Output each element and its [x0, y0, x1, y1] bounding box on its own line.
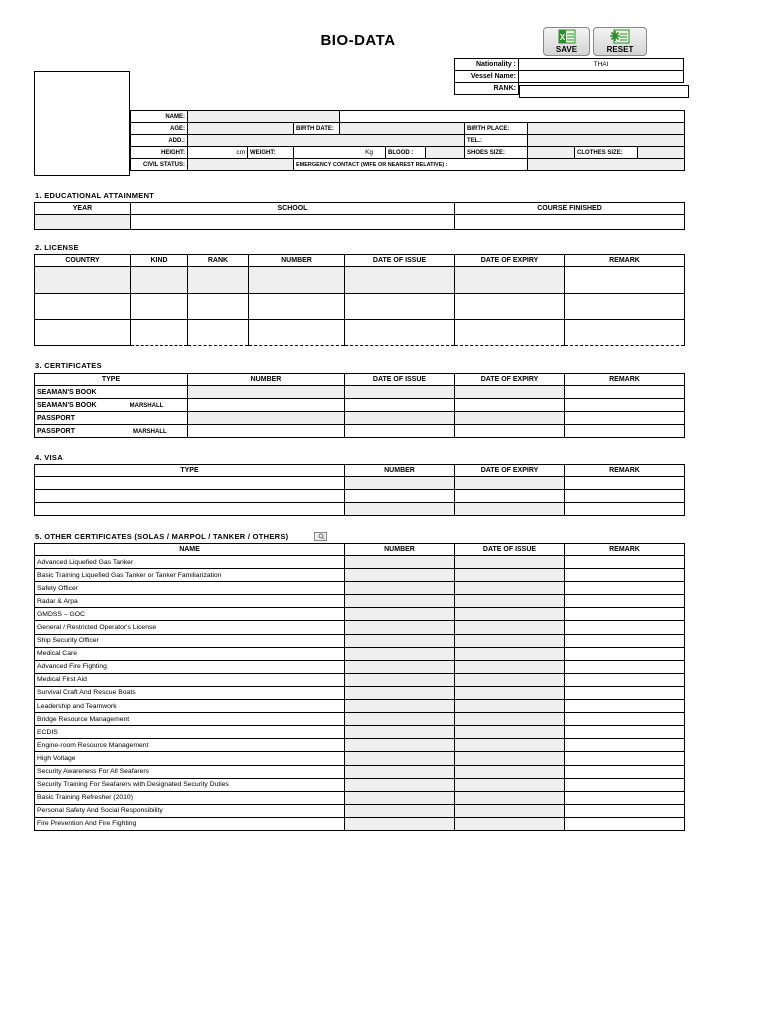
other-cert-cell[interactable]: [345, 634, 455, 647]
license-cell[interactable]: [345, 294, 455, 320]
other-cert-cell[interactable]: [455, 817, 565, 830]
other-cert-name: High Voltage: [35, 752, 345, 765]
visa-cell[interactable]: [35, 490, 345, 503]
other-cert-name: Basic Training Liquefied Gas Tanker or Tanker Familiarization: [35, 569, 345, 582]
education-cell[interactable]: [35, 215, 131, 230]
other-cert-cell[interactable]: [565, 817, 685, 830]
other-cert-name: Safety Officer: [35, 582, 345, 595]
visa-table: [34, 464, 685, 516]
license-cell[interactable]: [455, 294, 565, 320]
cert-cell[interactable]: [455, 412, 565, 425]
education-cell[interactable]: [131, 215, 455, 230]
license-cell[interactable]: [131, 294, 188, 320]
education-cell[interactable]: [455, 215, 685, 230]
other-cert-cell[interactable]: [345, 582, 455, 595]
other-cert-name: Personal Safety And Social Responsibility: [35, 804, 345, 817]
other-cert-name: ECDIS: [35, 726, 345, 739]
other-cert-cell[interactable]: [345, 804, 455, 817]
other-cert-cell[interactable]: [345, 608, 455, 621]
license-cell[interactable]: [565, 294, 685, 320]
cert-header: TYPE: [35, 374, 188, 386]
weight-label: WEIGHT:: [248, 147, 294, 159]
other-cert-cell[interactable]: [565, 804, 685, 817]
kg-unit: Kg: [365, 149, 374, 156]
other-cert-cell[interactable]: [565, 634, 685, 647]
license-cell[interactable]: [565, 267, 685, 294]
other-cert-cell[interactable]: [345, 700, 455, 713]
visa-cell[interactable]: [565, 503, 685, 516]
education-header: YEAR: [35, 203, 131, 215]
cert-header: NUMBER: [188, 374, 345, 386]
cert-cell[interactable]: [455, 399, 565, 412]
other-cert-cell[interactable]: [455, 595, 565, 608]
education-header: COURSE FINISHED: [455, 203, 685, 215]
weight-field[interactable]: [294, 147, 386, 159]
cm-unit: cm: [236, 149, 245, 156]
personal-info-table: [130, 110, 685, 171]
license-cell[interactable]: [249, 294, 345, 320]
birth-place-field[interactable]: [528, 123, 685, 135]
other-cert-name: Medical First Aid: [35, 673, 345, 686]
other-cert-cell[interactable]: [455, 647, 565, 660]
cert-type-cell: PASSPORT: [35, 412, 188, 425]
license-cell[interactable]: [565, 320, 685, 346]
license-cell[interactable]: [345, 267, 455, 294]
reset-button[interactable]: [593, 27, 647, 56]
rank-label: RANK:: [455, 83, 519, 95]
cert-cell[interactable]: [188, 412, 345, 425]
other-cert-cell[interactable]: [345, 647, 455, 660]
other-cert-cell[interactable]: [455, 752, 565, 765]
other-cert-cell[interactable]: [345, 621, 455, 634]
other-cert-cell[interactable]: [455, 608, 565, 621]
cert-cell[interactable]: [565, 386, 685, 399]
other-cert-cell[interactable]: [565, 647, 685, 660]
birth-place-label: BIRTH PLACE:: [465, 123, 528, 135]
table-row: [35, 634, 685, 647]
other-cert-cell[interactable]: [455, 582, 565, 595]
cert-cell[interactable]: [188, 399, 345, 412]
other-cert-name: Ship Security Officer: [35, 634, 345, 647]
other-cert-name: GMDSS – GOC: [35, 608, 345, 621]
photo-box[interactable]: [34, 71, 130, 176]
cert-header: DATE OF ISSUE: [345, 374, 455, 386]
other-certificates-table: [34, 543, 685, 831]
other-cert-cell[interactable]: [455, 791, 565, 804]
license-header: DATE OF ISSUE: [345, 255, 455, 267]
other-header: DATE OF ISSUE: [455, 544, 565, 556]
other-cert-name: Bridge Resource Management: [35, 713, 345, 726]
other-cert-cell[interactable]: [565, 582, 685, 595]
license-cell[interactable]: [188, 294, 249, 320]
visa-header: REMARK: [565, 465, 685, 477]
cert-cell[interactable]: [455, 425, 565, 438]
nationality-value[interactable]: THAI: [519, 59, 684, 71]
other-cert-cell[interactable]: [455, 686, 565, 699]
page-title: BIO-DATA: [320, 32, 396, 49]
address-label: ADD.:: [131, 135, 188, 147]
height-field[interactable]: [188, 147, 248, 159]
visa-section-title: 4. VISA: [35, 453, 63, 462]
table-row: [35, 673, 685, 686]
age-field[interactable]: [188, 123, 294, 135]
other-cert-cell[interactable]: [565, 660, 685, 673]
other-cert-cell[interactable]: [455, 739, 565, 752]
cert-cell[interactable]: [345, 425, 455, 438]
cert-cell[interactable]: [565, 399, 685, 412]
education-header: SCHOOL: [131, 203, 455, 215]
license-cell[interactable]: [188, 267, 249, 294]
other-cert-name: Security Awareness For All Seafarers: [35, 765, 345, 778]
certificates-section-title: 3. CERTIFICATES: [35, 361, 102, 370]
license-table: [34, 254, 685, 346]
visa-header: NUMBER: [345, 465, 455, 477]
other-cert-name: Security Training For Seafarers with Designated Security Duties: [35, 778, 345, 791]
cert-cell[interactable]: [455, 386, 565, 399]
table-row: [35, 791, 685, 804]
other-header: NUMBER: [345, 544, 455, 556]
visa-cell[interactable]: [455, 503, 565, 516]
reset-label: RESET: [606, 45, 634, 54]
table-row: [35, 752, 685, 765]
other-cert-cell[interactable]: [345, 569, 455, 582]
table-row: [35, 765, 685, 778]
shoes-size-field[interactable]: [528, 147, 575, 159]
cert-cell[interactable]: [565, 412, 685, 425]
other-cert-cell[interactable]: [565, 739, 685, 752]
cert-cell[interactable]: [345, 399, 455, 412]
clothes-size-label: CLOTHES SIZE:: [575, 147, 638, 159]
cert-cell[interactable]: [565, 425, 685, 438]
other-cert-cell[interactable]: [565, 595, 685, 608]
other-cert-cell[interactable]: [345, 778, 455, 791]
other-cert-cell[interactable]: [565, 726, 685, 739]
other-cert-cell[interactable]: [345, 713, 455, 726]
other-cert-cell[interactable]: [565, 556, 685, 569]
license-header: KIND: [131, 255, 188, 267]
visa-cell[interactable]: [35, 503, 345, 516]
table-row: [35, 686, 685, 699]
other-cert-cell[interactable]: [455, 765, 565, 778]
other-cert-cell[interactable]: [345, 752, 455, 765]
name-field-ext[interactable]: [340, 111, 685, 123]
civil-status-label: CIVIL STATUS:: [131, 159, 188, 171]
visa-cell[interactable]: [455, 490, 565, 503]
other-cert-cell[interactable]: [565, 569, 685, 582]
table-row: [35, 726, 685, 739]
table-row: [35, 739, 685, 752]
other-cert-cell[interactable]: [455, 634, 565, 647]
other-cert-cell[interactable]: [345, 660, 455, 673]
other-cert-cell[interactable]: [345, 791, 455, 804]
table-row: [35, 608, 685, 621]
other-cert-cell[interactable]: [565, 608, 685, 621]
license-cell[interactable]: [35, 294, 131, 320]
other-cert-cell[interactable]: [565, 621, 685, 634]
other-cert-cell[interactable]: [455, 778, 565, 791]
license-header: DATE OF EXPIRY: [455, 255, 565, 267]
table-row: [35, 778, 685, 791]
height-label: HEIGHT:: [131, 147, 188, 159]
license-cell[interactable]: [131, 320, 188, 346]
cert-cell[interactable]: [188, 386, 345, 399]
other-cert-cell[interactable]: [345, 817, 455, 830]
visa-header: TYPE: [35, 465, 345, 477]
blood-field[interactable]: [426, 147, 465, 159]
other-certificates-section-title: 5. OTHER CERTIFICATES (SOLAS / MARPOL / TANKER / OTHERS): [35, 532, 289, 541]
vessel-name-label: Vessel Name:: [455, 71, 519, 83]
reset-excel-icon: [609, 29, 631, 45]
license-cell[interactable]: [188, 320, 249, 346]
rank-input-box[interactable]: [519, 85, 689, 98]
other-header: NAME: [35, 544, 345, 556]
age-label: AGE:: [131, 123, 188, 135]
visa-cell[interactable]: [455, 477, 565, 490]
table-row: [35, 713, 685, 726]
license-cell[interactable]: [249, 320, 345, 346]
name-field[interactable]: [188, 111, 340, 123]
other-cert-cell[interactable]: [345, 726, 455, 739]
other-cert-cell[interactable]: [455, 621, 565, 634]
other-cert-cell[interactable]: [345, 595, 455, 608]
license-cell[interactable]: [455, 320, 565, 346]
other-cert-name: Advanced Liquefied Gas Tanker: [35, 556, 345, 569]
clothes-size-field[interactable]: [638, 147, 685, 159]
visa-cell[interactable]: [345, 503, 455, 516]
cert-cell[interactable]: [345, 386, 455, 399]
svg-text:X: X: [559, 33, 565, 42]
table-row: [35, 700, 685, 713]
visa-cell[interactable]: [565, 477, 685, 490]
cert-type-cell: PASSPORT MARSHALL: [35, 425, 188, 438]
table-row: [35, 569, 685, 582]
other-cert-name: Engine-room Resource Management: [35, 739, 345, 752]
table-row: [35, 595, 685, 608]
other-cert-cell[interactable]: [345, 686, 455, 699]
table-row: [35, 817, 685, 830]
table-row: [35, 556, 685, 569]
address-field[interactable]: [188, 135, 465, 147]
other-cert-name: General / Restricted Operator's License: [35, 621, 345, 634]
table-row: [35, 582, 685, 595]
save-button[interactable]: [543, 27, 590, 56]
emergency-contact-field[interactable]: [528, 159, 685, 171]
certificates-table: [34, 373, 685, 438]
visa-cell[interactable]: [565, 490, 685, 503]
table-row: [35, 804, 685, 817]
license-header: RANK: [188, 255, 249, 267]
save-label: SAVE: [555, 45, 578, 54]
other-header: REMARK: [565, 544, 685, 556]
other-cert-cell[interactable]: [345, 673, 455, 686]
other-cert-cell[interactable]: [565, 673, 685, 686]
other-cert-cell[interactable]: [565, 713, 685, 726]
civil-status-field[interactable]: [188, 159, 294, 171]
license-cell[interactable]: [455, 267, 565, 294]
cert-type-cell: SEAMAN'S BOOK MARSHALL: [35, 399, 188, 412]
tel-label: TEL.:: [465, 135, 528, 147]
table-row: [35, 621, 685, 634]
magnifier-icon[interactable]: [314, 532, 327, 541]
visa-cell[interactable]: [345, 477, 455, 490]
other-cert-cell[interactable]: [565, 791, 685, 804]
other-cert-cell[interactable]: [565, 700, 685, 713]
other-cert-name: Medical Care: [35, 647, 345, 660]
license-header: NUMBER: [249, 255, 345, 267]
shoes-size-label: SHOES SIZE:: [465, 147, 528, 159]
other-cert-cell[interactable]: [455, 713, 565, 726]
license-cell[interactable]: [345, 320, 455, 346]
other-cert-cell[interactable]: [565, 752, 685, 765]
cert-cell[interactable]: [188, 425, 345, 438]
other-cert-name: Basic Training Refresher (2010): [35, 791, 345, 804]
cert-type-cell: SEAMAN'S BOOK: [35, 386, 188, 399]
vessel-name-field[interactable]: [519, 71, 684, 83]
license-cell[interactable]: [131, 267, 188, 294]
other-cert-cell[interactable]: [455, 660, 565, 673]
license-header: COUNTRY: [35, 255, 131, 267]
birth-date-field[interactable]: [340, 123, 465, 135]
tel-field[interactable]: [528, 135, 685, 147]
other-cert-name: Survival Craft And Rescue Boats: [35, 686, 345, 699]
other-cert-cell[interactable]: [455, 700, 565, 713]
blood-label: BLOOD :: [386, 147, 426, 159]
other-cert-cell[interactable]: [455, 804, 565, 817]
visa-cell[interactable]: [35, 477, 345, 490]
other-cert-name: Radar & Arpa: [35, 595, 345, 608]
other-cert-cell[interactable]: [345, 765, 455, 778]
birth-date-label: BIRTH DATE:: [294, 123, 340, 135]
other-cert-cell[interactable]: [345, 556, 455, 569]
license-section-title: 2. LICENSE: [35, 243, 79, 252]
other-cert-cell[interactable]: [455, 569, 565, 582]
cert-header: DATE OF EXPIRY: [455, 374, 565, 386]
excel-icon: [556, 29, 578, 45]
license-cell[interactable]: [35, 320, 131, 346]
other-cert-name: Fire Prevention And Fire Fighting: [35, 817, 345, 830]
other-cert-cell[interactable]: [565, 778, 685, 791]
other-cert-cell[interactable]: [565, 765, 685, 778]
other-cert-cell[interactable]: [565, 686, 685, 699]
education-table: [34, 202, 685, 230]
name-label: NAME:: [131, 111, 188, 123]
education-section-title: 1. EDUCATIONAL ATTAINMENT: [35, 191, 155, 200]
table-row: [35, 660, 685, 673]
visa-header: DATE OF EXPIRY: [455, 465, 565, 477]
emergency-contact-label: EMERGENCY CONTACT (WIFE OR NEAREST RELATIVE) :: [294, 159, 528, 171]
license-cell[interactable]: [249, 267, 345, 294]
other-cert-name: Advanced Fire Fighting: [35, 660, 345, 673]
license-cell[interactable]: [35, 267, 131, 294]
other-cert-cell[interactable]: [455, 673, 565, 686]
table-row: [35, 647, 685, 660]
cert-header: REMARK: [565, 374, 685, 386]
other-cert-cell[interactable]: [455, 556, 565, 569]
other-cert-cell[interactable]: [345, 739, 455, 752]
other-cert-name: Leadership and Teamwork: [35, 700, 345, 713]
cert-cell[interactable]: [345, 412, 455, 425]
other-cert-cell[interactable]: [455, 726, 565, 739]
nationality-label: Nationality :: [455, 59, 519, 71]
visa-cell[interactable]: [345, 490, 455, 503]
license-header: REMARK: [565, 255, 685, 267]
